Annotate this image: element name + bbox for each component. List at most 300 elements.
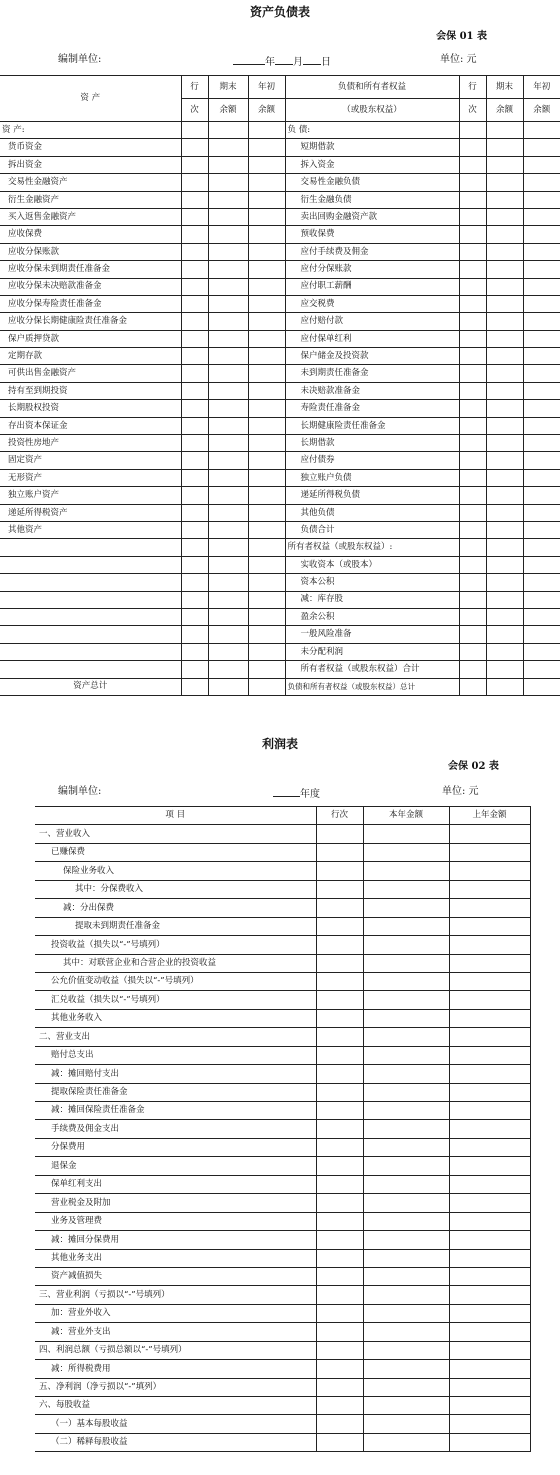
is-current-amount[interactable] [363, 880, 449, 898]
is-prior-amount[interactable] [449, 1083, 530, 1101]
liab-row-no[interactable] [459, 643, 486, 660]
liab-begin-balance[interactable] [523, 365, 560, 382]
liab-end-balance[interactable] [486, 174, 523, 191]
is-prior-amount[interactable] [449, 1323, 530, 1341]
is-current-amount[interactable] [363, 1102, 449, 1120]
asset-begin-balance[interactable] [248, 678, 285, 695]
liab-row-no[interactable] [459, 226, 486, 243]
asset-row-no[interactable] [181, 226, 208, 243]
is-prior-amount[interactable] [449, 954, 530, 972]
asset-row-no[interactable] [181, 661, 208, 678]
asset-row-no[interactable] [181, 243, 208, 260]
asset-end-balance[interactable] [208, 243, 248, 260]
is-prior-amount[interactable] [449, 972, 530, 990]
liab-begin-balance[interactable] [523, 156, 560, 173]
is-current-amount[interactable] [363, 825, 449, 843]
asset-begin-balance[interactable] [248, 452, 285, 469]
liab-end-balance[interactable] [486, 608, 523, 625]
asset-row-no[interactable] [181, 591, 208, 608]
liab-row-no[interactable] [459, 139, 486, 156]
is-row-no[interactable] [316, 1212, 363, 1230]
liab-end-balance[interactable] [486, 382, 523, 399]
liab-end-balance[interactable] [486, 417, 523, 434]
asset-begin-balance[interactable] [248, 365, 285, 382]
liab-begin-balance[interactable] [523, 243, 560, 260]
is-current-amount[interactable] [363, 1304, 449, 1322]
asset-end-balance[interactable] [208, 556, 248, 573]
is-current-amount[interactable] [363, 972, 449, 990]
asset-end-balance[interactable] [208, 208, 248, 225]
liab-begin-balance[interactable] [523, 626, 560, 643]
is-row-no[interactable] [316, 991, 363, 1009]
liab-end-balance[interactable] [486, 643, 523, 660]
liab-begin-balance[interactable] [523, 539, 560, 556]
liab-end-balance[interactable] [486, 574, 523, 591]
asset-row-no[interactable] [181, 504, 208, 521]
is-prior-amount[interactable] [449, 1304, 530, 1322]
is-prior-amount[interactable] [449, 1046, 530, 1064]
asset-row-no[interactable] [181, 452, 208, 469]
liab-row-no[interactable] [459, 539, 486, 556]
is-prior-amount[interactable] [449, 1212, 530, 1230]
liab-begin-balance[interactable] [523, 208, 560, 225]
liab-end-balance[interactable] [486, 556, 523, 573]
is-prior-amount[interactable] [449, 1341, 530, 1359]
asset-row-no[interactable] [181, 574, 208, 591]
liab-row-no[interactable] [459, 348, 486, 365]
liab-row-no[interactable] [459, 400, 486, 417]
liab-row-no[interactable] [459, 469, 486, 486]
asset-end-balance[interactable] [208, 626, 248, 643]
asset-begin-balance[interactable] [248, 539, 285, 556]
is-current-amount[interactable] [363, 843, 449, 861]
liab-begin-balance[interactable] [523, 608, 560, 625]
is-prior-amount[interactable] [449, 1009, 530, 1027]
is-prior-amount[interactable] [449, 1231, 530, 1249]
liab-begin-balance[interactable] [523, 452, 560, 469]
asset-begin-balance[interactable] [248, 313, 285, 330]
is-current-amount[interactable] [363, 1065, 449, 1083]
is-prior-amount[interactable] [449, 1194, 530, 1212]
is-current-amount[interactable] [363, 917, 449, 935]
is-prior-amount[interactable] [449, 1397, 530, 1415]
liab-end-balance[interactable] [486, 243, 523, 260]
is-row-no[interactable] [316, 1433, 363, 1451]
is-row-no[interactable] [316, 1194, 363, 1212]
liab-row-no[interactable] [459, 435, 486, 452]
asset-end-balance[interactable] [208, 435, 248, 452]
asset-end-balance[interactable] [208, 591, 248, 608]
is-prior-amount[interactable] [449, 1378, 530, 1396]
is-row-no[interactable] [316, 1397, 363, 1415]
liab-row-no[interactable] [459, 487, 486, 504]
is-row-no[interactable] [316, 1065, 363, 1083]
liab-end-balance[interactable] [486, 156, 523, 173]
is-current-amount[interactable] [363, 1175, 449, 1193]
asset-begin-balance[interactable] [248, 400, 285, 417]
asset-row-no[interactable] [181, 261, 208, 278]
is-row-no[interactable] [316, 843, 363, 861]
is-prior-amount[interactable] [449, 843, 530, 861]
asset-begin-balance[interactable] [248, 348, 285, 365]
is-current-amount[interactable] [363, 1231, 449, 1249]
is-current-amount[interactable] [363, 1433, 449, 1451]
is-prior-amount[interactable] [449, 917, 530, 935]
asset-begin-balance[interactable] [248, 661, 285, 678]
asset-row-no[interactable] [181, 278, 208, 295]
liab-begin-balance[interactable] [523, 400, 560, 417]
asset-begin-balance[interactable] [248, 243, 285, 260]
asset-begin-balance[interactable] [248, 382, 285, 399]
asset-row-no[interactable] [181, 435, 208, 452]
is-prior-amount[interactable] [449, 899, 530, 917]
liab-begin-balance[interactable] [523, 278, 560, 295]
is-current-amount[interactable] [363, 991, 449, 1009]
liab-end-balance[interactable] [486, 678, 523, 695]
asset-row-no[interactable] [181, 417, 208, 434]
is-current-amount[interactable] [363, 1341, 449, 1359]
liab-begin-balance[interactable] [523, 591, 560, 608]
asset-end-balance[interactable] [208, 661, 248, 678]
is-row-no[interactable] [316, 954, 363, 972]
is-current-amount[interactable] [363, 1157, 449, 1175]
asset-end-balance[interactable] [208, 678, 248, 695]
asset-end-balance[interactable] [208, 295, 248, 312]
asset-row-no[interactable] [181, 539, 208, 556]
liab-begin-balance[interactable] [523, 504, 560, 521]
is-row-no[interactable] [316, 1083, 363, 1101]
liab-begin-balance[interactable] [523, 643, 560, 660]
liab-end-balance[interactable] [486, 504, 523, 521]
is-current-amount[interactable] [363, 1378, 449, 1396]
is-prior-amount[interactable] [449, 1028, 530, 1046]
is-row-no[interactable] [316, 936, 363, 954]
liab-row-no[interactable] [459, 191, 486, 208]
is-row-no[interactable] [316, 862, 363, 880]
is-current-amount[interactable] [363, 1397, 449, 1415]
is-row-no[interactable] [316, 1102, 363, 1120]
liab-begin-balance[interactable] [523, 261, 560, 278]
liab-row-no[interactable] [459, 556, 486, 573]
is-row-no[interactable] [316, 825, 363, 843]
is-current-amount[interactable] [363, 1194, 449, 1212]
is-row-no[interactable] [316, 1360, 363, 1378]
liab-begin-balance[interactable] [523, 469, 560, 486]
asset-begin-balance[interactable] [248, 626, 285, 643]
liab-begin-balance[interactable] [523, 348, 560, 365]
asset-row-no[interactable] [181, 556, 208, 573]
asset-row-no[interactable] [181, 139, 208, 156]
is-row-no[interactable] [316, 899, 363, 917]
liab-row-no[interactable] [459, 261, 486, 278]
is-current-amount[interactable] [363, 1360, 449, 1378]
liab-end-balance[interactable] [486, 400, 523, 417]
is-current-amount[interactable] [363, 1267, 449, 1285]
liab-row-no[interactable] [459, 417, 486, 434]
liab-row-no[interactable] [459, 295, 486, 312]
liab-row-no[interactable] [459, 591, 486, 608]
asset-end-balance[interactable] [208, 156, 248, 173]
is-row-no[interactable] [316, 1249, 363, 1267]
liab-end-balance[interactable] [486, 626, 523, 643]
asset-begin-balance[interactable] [248, 608, 285, 625]
liab-end-balance[interactable] [486, 261, 523, 278]
is-row-no[interactable] [316, 1157, 363, 1175]
is-current-amount[interactable] [363, 1249, 449, 1267]
liab-end-balance[interactable] [486, 348, 523, 365]
asset-end-balance[interactable] [208, 278, 248, 295]
liab-end-balance[interactable] [486, 435, 523, 452]
asset-end-balance[interactable] [208, 643, 248, 660]
liab-end-balance[interactable] [486, 661, 523, 678]
asset-row-no[interactable] [181, 469, 208, 486]
asset-row-no[interactable] [181, 330, 208, 347]
liab-row-no[interactable] [459, 174, 486, 191]
asset-end-balance[interactable] [208, 574, 248, 591]
liab-row-no[interactable] [459, 365, 486, 382]
asset-row-no[interactable] [181, 400, 208, 417]
liab-row-no[interactable] [459, 661, 486, 678]
is-prior-amount[interactable] [449, 1286, 530, 1304]
is-current-amount[interactable] [363, 1212, 449, 1230]
liab-row-no[interactable] [459, 382, 486, 399]
is-row-no[interactable] [316, 1046, 363, 1064]
liab-begin-balance[interactable] [523, 556, 560, 573]
asset-begin-balance[interactable] [248, 278, 285, 295]
liab-begin-balance[interactable] [523, 417, 560, 434]
liab-begin-balance[interactable] [523, 174, 560, 191]
is-prior-amount[interactable] [449, 1102, 530, 1120]
asset-begin-balance[interactable] [248, 574, 285, 591]
asset-begin-balance[interactable] [248, 487, 285, 504]
is-row-no[interactable] [316, 1378, 363, 1396]
is-prior-amount[interactable] [449, 1138, 530, 1156]
asset-begin-balance[interactable] [248, 469, 285, 486]
asset-end-balance[interactable] [208, 608, 248, 625]
is-current-amount[interactable] [363, 954, 449, 972]
is-current-amount[interactable] [363, 1046, 449, 1064]
asset-begin-balance[interactable] [248, 643, 285, 660]
liab-row-no[interactable] [459, 452, 486, 469]
is-prior-amount[interactable] [449, 991, 530, 1009]
liab-begin-balance[interactable] [523, 521, 560, 538]
asset-row-no[interactable] [181, 365, 208, 382]
liab-row-no[interactable] [459, 243, 486, 260]
asset-end-balance[interactable] [208, 539, 248, 556]
liab-row-no[interactable] [459, 504, 486, 521]
is-prior-amount[interactable] [449, 862, 530, 880]
asset-end-balance[interactable] [208, 469, 248, 486]
is-row-no[interactable] [316, 1120, 363, 1138]
is-prior-amount[interactable] [449, 1249, 530, 1267]
is-row-no[interactable] [316, 972, 363, 990]
is-row-no[interactable] [316, 1304, 363, 1322]
asset-end-balance[interactable] [208, 504, 248, 521]
is-prior-amount[interactable] [449, 1157, 530, 1175]
is-prior-amount[interactable] [449, 1267, 530, 1285]
liab-end-balance[interactable] [486, 539, 523, 556]
asset-begin-balance[interactable] [248, 208, 285, 225]
asset-row-no[interactable] [181, 313, 208, 330]
is-current-amount[interactable] [363, 1009, 449, 1027]
is-row-no[interactable] [316, 1267, 363, 1285]
liab-end-balance[interactable] [486, 191, 523, 208]
asset-row-no[interactable] [181, 487, 208, 504]
is-current-amount[interactable] [363, 1138, 449, 1156]
liab-row-no[interactable] [459, 278, 486, 295]
is-prior-amount[interactable] [449, 1120, 530, 1138]
asset-row-no[interactable] [181, 295, 208, 312]
liab-end-balance[interactable] [486, 330, 523, 347]
liab-begin-balance[interactable] [523, 122, 560, 139]
is-prior-amount[interactable] [449, 880, 530, 898]
liab-begin-balance[interactable] [523, 382, 560, 399]
liab-begin-balance[interactable] [523, 661, 560, 678]
liab-begin-balance[interactable] [523, 487, 560, 504]
liab-row-no[interactable] [459, 521, 486, 538]
is-current-amount[interactable] [363, 1286, 449, 1304]
liab-begin-balance[interactable] [523, 330, 560, 347]
is-row-no[interactable] [316, 1009, 363, 1027]
asset-end-balance[interactable] [208, 313, 248, 330]
is-current-amount[interactable] [363, 899, 449, 917]
asset-row-no[interactable] [181, 626, 208, 643]
liab-end-balance[interactable] [486, 139, 523, 156]
is-current-amount[interactable] [363, 862, 449, 880]
asset-begin-balance[interactable] [248, 330, 285, 347]
asset-begin-balance[interactable] [248, 295, 285, 312]
liab-begin-balance[interactable] [523, 191, 560, 208]
liab-end-balance[interactable] [486, 365, 523, 382]
asset-begin-balance[interactable] [248, 174, 285, 191]
asset-row-no[interactable] [181, 122, 208, 139]
is-row-no[interactable] [316, 1028, 363, 1046]
liab-end-balance[interactable] [486, 591, 523, 608]
liab-end-balance[interactable] [486, 521, 523, 538]
asset-end-balance[interactable] [208, 191, 248, 208]
liab-end-balance[interactable] [486, 452, 523, 469]
liab-begin-balance[interactable] [523, 678, 560, 695]
asset-begin-balance[interactable] [248, 504, 285, 521]
liab-row-no[interactable] [459, 678, 486, 695]
asset-end-balance[interactable] [208, 348, 248, 365]
is-row-no[interactable] [316, 1415, 363, 1433]
asset-end-balance[interactable] [208, 261, 248, 278]
is-prior-amount[interactable] [449, 1065, 530, 1083]
liab-begin-balance[interactable] [523, 139, 560, 156]
liab-end-balance[interactable] [486, 278, 523, 295]
liab-row-no[interactable] [459, 156, 486, 173]
asset-end-balance[interactable] [208, 487, 248, 504]
asset-end-balance[interactable] [208, 521, 248, 538]
is-prior-amount[interactable] [449, 1175, 530, 1193]
is-row-no[interactable] [316, 1323, 363, 1341]
liab-begin-balance[interactable] [523, 435, 560, 452]
is-row-no[interactable] [316, 1138, 363, 1156]
is-prior-amount[interactable] [449, 936, 530, 954]
liab-end-balance[interactable] [486, 487, 523, 504]
asset-end-balance[interactable] [208, 122, 248, 139]
asset-begin-balance[interactable] [248, 156, 285, 173]
asset-row-no[interactable] [181, 348, 208, 365]
asset-begin-balance[interactable] [248, 417, 285, 434]
asset-row-no[interactable] [181, 678, 208, 695]
liab-row-no[interactable] [459, 574, 486, 591]
is-row-no[interactable] [316, 1341, 363, 1359]
asset-begin-balance[interactable] [248, 591, 285, 608]
is-prior-amount[interactable] [449, 825, 530, 843]
liab-end-balance[interactable] [486, 295, 523, 312]
liab-row-no[interactable] [459, 208, 486, 225]
asset-end-balance[interactable] [208, 382, 248, 399]
asset-end-balance[interactable] [208, 226, 248, 243]
asset-row-no[interactable] [181, 208, 208, 225]
asset-end-balance[interactable] [208, 365, 248, 382]
is-current-amount[interactable] [363, 1415, 449, 1433]
asset-row-no[interactable] [181, 643, 208, 660]
liab-row-no[interactable] [459, 313, 486, 330]
liab-begin-balance[interactable] [523, 226, 560, 243]
asset-end-balance[interactable] [208, 139, 248, 156]
asset-begin-balance[interactable] [248, 122, 285, 139]
is-current-amount[interactable] [363, 1323, 449, 1341]
liab-row-no[interactable] [459, 122, 486, 139]
is-current-amount[interactable] [363, 1083, 449, 1101]
liab-row-no[interactable] [459, 608, 486, 625]
asset-begin-balance[interactable] [248, 556, 285, 573]
asset-begin-balance[interactable] [248, 226, 285, 243]
is-row-no[interactable] [316, 1286, 363, 1304]
asset-begin-balance[interactable] [248, 139, 285, 156]
asset-begin-balance[interactable] [248, 521, 285, 538]
asset-end-balance[interactable] [208, 452, 248, 469]
asset-row-no[interactable] [181, 382, 208, 399]
asset-end-balance[interactable] [208, 330, 248, 347]
asset-row-no[interactable] [181, 521, 208, 538]
is-current-amount[interactable] [363, 1120, 449, 1138]
is-row-no[interactable] [316, 917, 363, 935]
is-prior-amount[interactable] [449, 1433, 530, 1451]
asset-row-no[interactable] [181, 156, 208, 173]
is-current-amount[interactable] [363, 1028, 449, 1046]
asset-row-no[interactable] [181, 608, 208, 625]
asset-end-balance[interactable] [208, 417, 248, 434]
asset-begin-balance[interactable] [248, 191, 285, 208]
asset-row-no[interactable] [181, 191, 208, 208]
is-row-no[interactable] [316, 1175, 363, 1193]
is-current-amount[interactable] [363, 936, 449, 954]
liab-begin-balance[interactable] [523, 295, 560, 312]
is-prior-amount[interactable] [449, 1360, 530, 1378]
liab-begin-balance[interactable] [523, 313, 560, 330]
liab-end-balance[interactable] [486, 122, 523, 139]
liab-end-balance[interactable] [486, 313, 523, 330]
asset-end-balance[interactable] [208, 174, 248, 191]
asset-begin-balance[interactable] [248, 435, 285, 452]
liab-end-balance[interactable] [486, 226, 523, 243]
asset-row-no[interactable] [181, 174, 208, 191]
is-row-no[interactable] [316, 1231, 363, 1249]
liab-end-balance[interactable] [486, 208, 523, 225]
is-prior-amount[interactable] [449, 1415, 530, 1433]
asset-end-balance[interactable] [208, 400, 248, 417]
liab-row-no[interactable] [459, 626, 486, 643]
liab-begin-balance[interactable] [523, 574, 560, 591]
asset-begin-balance[interactable] [248, 261, 285, 278]
liab-row-no[interactable] [459, 330, 486, 347]
is-row-no[interactable] [316, 880, 363, 898]
liab-end-balance[interactable] [486, 469, 523, 486]
